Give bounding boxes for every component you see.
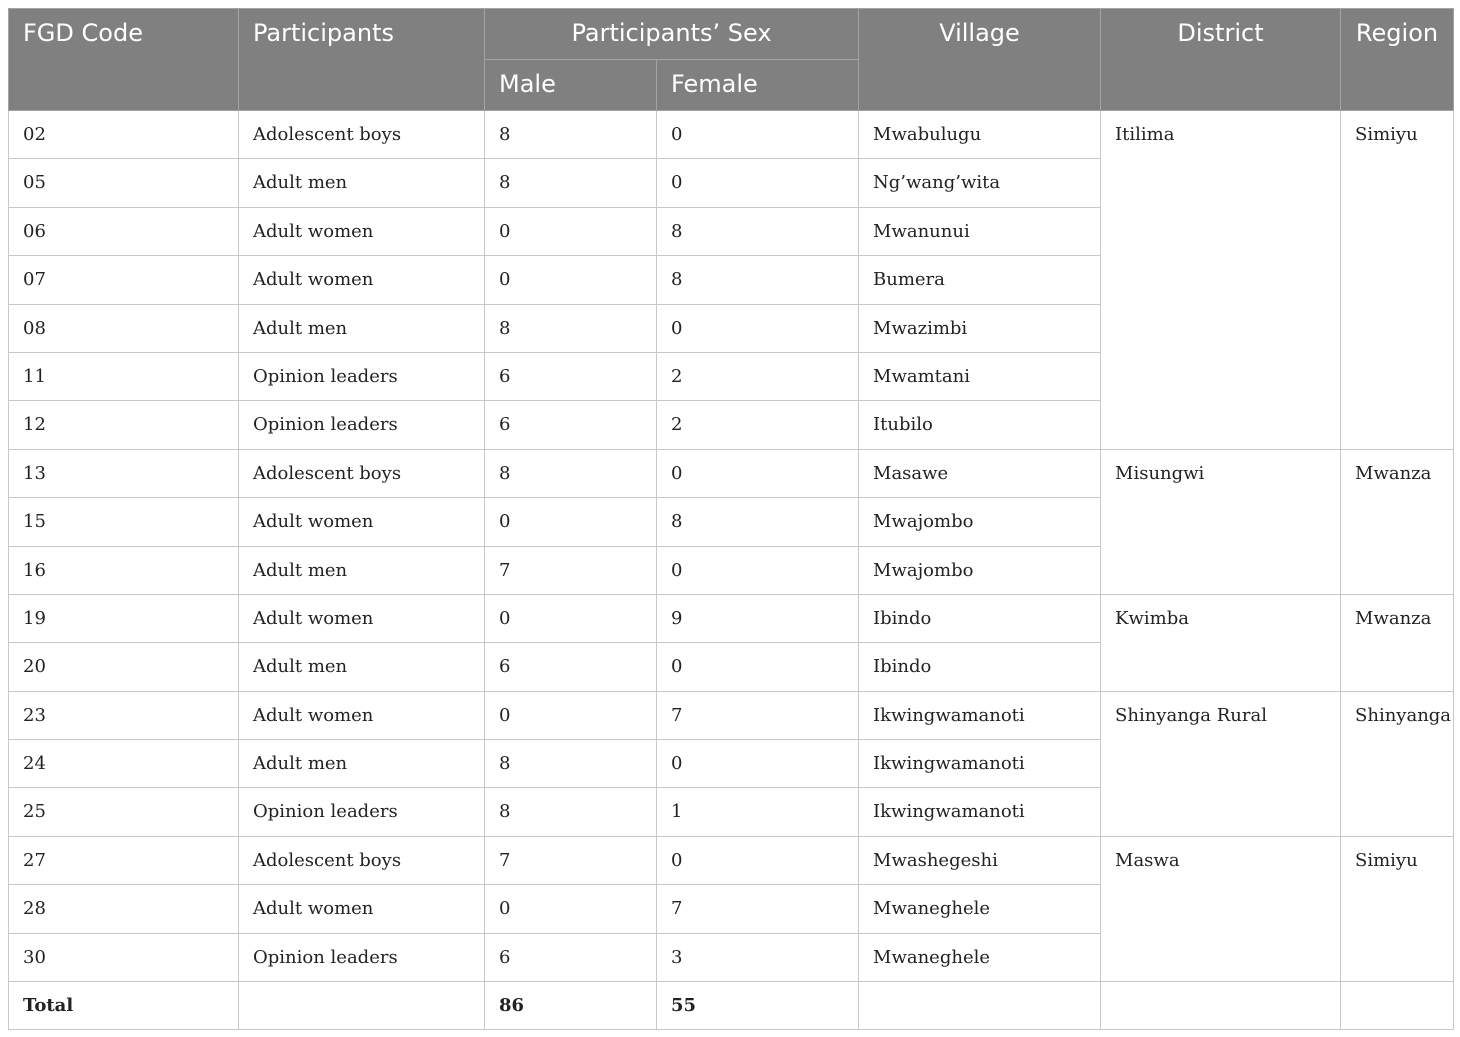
cell-region: Simiyu bbox=[1341, 836, 1454, 981]
header-participants-sex: Participants’ Sex bbox=[485, 9, 859, 60]
cell-participants: Adult women bbox=[239, 885, 485, 933]
cell-participants: Adult women bbox=[239, 207, 485, 255]
cell-participants: Adolescent boys bbox=[239, 836, 485, 884]
header-district: District bbox=[1101, 9, 1341, 111]
cell-male: 6 bbox=[485, 643, 657, 691]
cell-female: 0 bbox=[657, 740, 859, 788]
cell-male: 0 bbox=[485, 885, 657, 933]
cell-fgd-code: 24 bbox=[9, 740, 239, 788]
cell-fgd-code: 05 bbox=[9, 159, 239, 207]
cell-fgd-code: 15 bbox=[9, 498, 239, 546]
cell-female: 0 bbox=[657, 304, 859, 352]
cell-fgd-code: 27 bbox=[9, 836, 239, 884]
header-male: Male bbox=[485, 60, 657, 111]
cell-male: 6 bbox=[485, 401, 657, 449]
cell-village: Mwanunui bbox=[859, 207, 1101, 255]
cell-total-label: Total bbox=[9, 982, 239, 1030]
cell-empty bbox=[1101, 982, 1341, 1030]
cell-village: Ng’wang’wita bbox=[859, 159, 1101, 207]
cell-village: Mwazimbi bbox=[859, 304, 1101, 352]
cell-male: 7 bbox=[485, 836, 657, 884]
cell-fgd-code: 12 bbox=[9, 401, 239, 449]
cell-participants: Adult women bbox=[239, 256, 485, 304]
cell-female: 2 bbox=[657, 401, 859, 449]
cell-female: 0 bbox=[657, 643, 859, 691]
cell-female: 9 bbox=[657, 594, 859, 642]
table-row bbox=[9, 594, 1454, 642]
cell-empty bbox=[859, 982, 1101, 1030]
cell-district: Misungwi bbox=[1101, 449, 1341, 594]
cell-village: Masawe bbox=[859, 449, 1101, 497]
cell-female: 1 bbox=[657, 788, 859, 836]
cell-village: Ibindo bbox=[859, 643, 1101, 691]
cell-male: 7 bbox=[485, 546, 657, 594]
fgd-table bbox=[8, 8, 1454, 1030]
cell-participants: Adult men bbox=[239, 740, 485, 788]
cell-fgd-code: 28 bbox=[9, 885, 239, 933]
cell-participants: Adult women bbox=[239, 498, 485, 546]
cell-village: Ikwingwamanoti bbox=[859, 740, 1101, 788]
cell-participants: Adult men bbox=[239, 304, 485, 352]
table-body bbox=[9, 111, 1454, 1030]
cell-participants: Opinion leaders bbox=[239, 352, 485, 400]
cell-fgd-code: 11 bbox=[9, 352, 239, 400]
cell-participants: Adult women bbox=[239, 691, 485, 739]
cell-male: 6 bbox=[485, 352, 657, 400]
cell-fgd-code: 06 bbox=[9, 207, 239, 255]
cell-total-female: 55 bbox=[657, 982, 859, 1030]
cell-participants: Adult men bbox=[239, 643, 485, 691]
cell-village: Mwaneghele bbox=[859, 885, 1101, 933]
cell-male: 0 bbox=[485, 256, 657, 304]
cell-female: 0 bbox=[657, 836, 859, 884]
cell-region: Mwanza bbox=[1341, 449, 1454, 594]
cell-male: 8 bbox=[485, 449, 657, 497]
cell-male: 8 bbox=[485, 111, 657, 159]
cell-female: 8 bbox=[657, 498, 859, 546]
cell-total-male: 86 bbox=[485, 982, 657, 1030]
cell-participants: Opinion leaders bbox=[239, 401, 485, 449]
header-village: Village bbox=[859, 9, 1101, 111]
cell-village: Bumera bbox=[859, 256, 1101, 304]
cell-participants: Adult men bbox=[239, 159, 485, 207]
cell-female: 8 bbox=[657, 207, 859, 255]
cell-village: Mwaneghele bbox=[859, 933, 1101, 981]
cell-participants: Adult women bbox=[239, 594, 485, 642]
cell-fgd-code: 23 bbox=[9, 691, 239, 739]
cell-male: 8 bbox=[485, 304, 657, 352]
cell-village: Ibindo bbox=[859, 594, 1101, 642]
cell-female: 0 bbox=[657, 159, 859, 207]
cell-participants: Opinion leaders bbox=[239, 788, 485, 836]
table-row bbox=[9, 836, 1454, 884]
cell-empty bbox=[239, 982, 485, 1030]
cell-male: 8 bbox=[485, 788, 657, 836]
cell-participants: Opinion leaders bbox=[239, 933, 485, 981]
cell-female: 3 bbox=[657, 933, 859, 981]
cell-male: 0 bbox=[485, 207, 657, 255]
cell-female: 7 bbox=[657, 691, 859, 739]
cell-village: Mwamtani bbox=[859, 352, 1101, 400]
cell-female: 7 bbox=[657, 885, 859, 933]
cell-region: Simiyu bbox=[1341, 111, 1454, 450]
cell-fgd-code: 30 bbox=[9, 933, 239, 981]
cell-participants: Adolescent boys bbox=[239, 449, 485, 497]
cell-female: 0 bbox=[657, 546, 859, 594]
cell-village: Mwabulugu bbox=[859, 111, 1101, 159]
table-header bbox=[9, 9, 1454, 111]
cell-fgd-code: 07 bbox=[9, 256, 239, 304]
cell-empty bbox=[1341, 982, 1454, 1030]
cell-female: 8 bbox=[657, 256, 859, 304]
cell-fgd-code: 16 bbox=[9, 546, 239, 594]
cell-fgd-code: 13 bbox=[9, 449, 239, 497]
cell-fgd-code: 08 bbox=[9, 304, 239, 352]
header-fgd-code: FGD Code bbox=[9, 9, 239, 111]
cell-village: Ikwingwamanoti bbox=[859, 788, 1101, 836]
cell-village: Mwajombo bbox=[859, 546, 1101, 594]
cell-male: 8 bbox=[485, 740, 657, 788]
cell-male: 6 bbox=[485, 933, 657, 981]
cell-female: 0 bbox=[657, 449, 859, 497]
total-row bbox=[9, 982, 1454, 1030]
cell-district: Shinyanga Rural bbox=[1101, 691, 1341, 836]
cell-fgd-code: 19 bbox=[9, 594, 239, 642]
cell-fgd-code: 02 bbox=[9, 111, 239, 159]
cell-fgd-code: 20 bbox=[9, 643, 239, 691]
header-participants: Participants bbox=[239, 9, 485, 111]
header-region: Region bbox=[1341, 9, 1454, 111]
cell-region: Mwanza bbox=[1341, 594, 1454, 691]
cell-district: Kwimba bbox=[1101, 594, 1341, 691]
cell-female: 0 bbox=[657, 111, 859, 159]
cell-participants: Adolescent boys bbox=[239, 111, 485, 159]
cell-village: Itubilo bbox=[859, 401, 1101, 449]
table-row bbox=[9, 449, 1454, 497]
header-female: Female bbox=[657, 60, 859, 111]
cell-fgd-code: 25 bbox=[9, 788, 239, 836]
cell-female: 2 bbox=[657, 352, 859, 400]
cell-male: 0 bbox=[485, 594, 657, 642]
cell-participants: Adult men bbox=[239, 546, 485, 594]
cell-district: Maswa bbox=[1101, 836, 1341, 981]
cell-village: Ikwingwamanoti bbox=[859, 691, 1101, 739]
table-row bbox=[9, 691, 1454, 739]
cell-district: Itilima bbox=[1101, 111, 1341, 450]
cell-region: Shinyanga bbox=[1341, 691, 1454, 836]
table-row bbox=[9, 111, 1454, 159]
cell-village: Mwajombo bbox=[859, 498, 1101, 546]
cell-village: Mwashegeshi bbox=[859, 836, 1101, 884]
cell-male: 0 bbox=[485, 498, 657, 546]
cell-male: 8 bbox=[485, 159, 657, 207]
cell-male: 0 bbox=[485, 691, 657, 739]
